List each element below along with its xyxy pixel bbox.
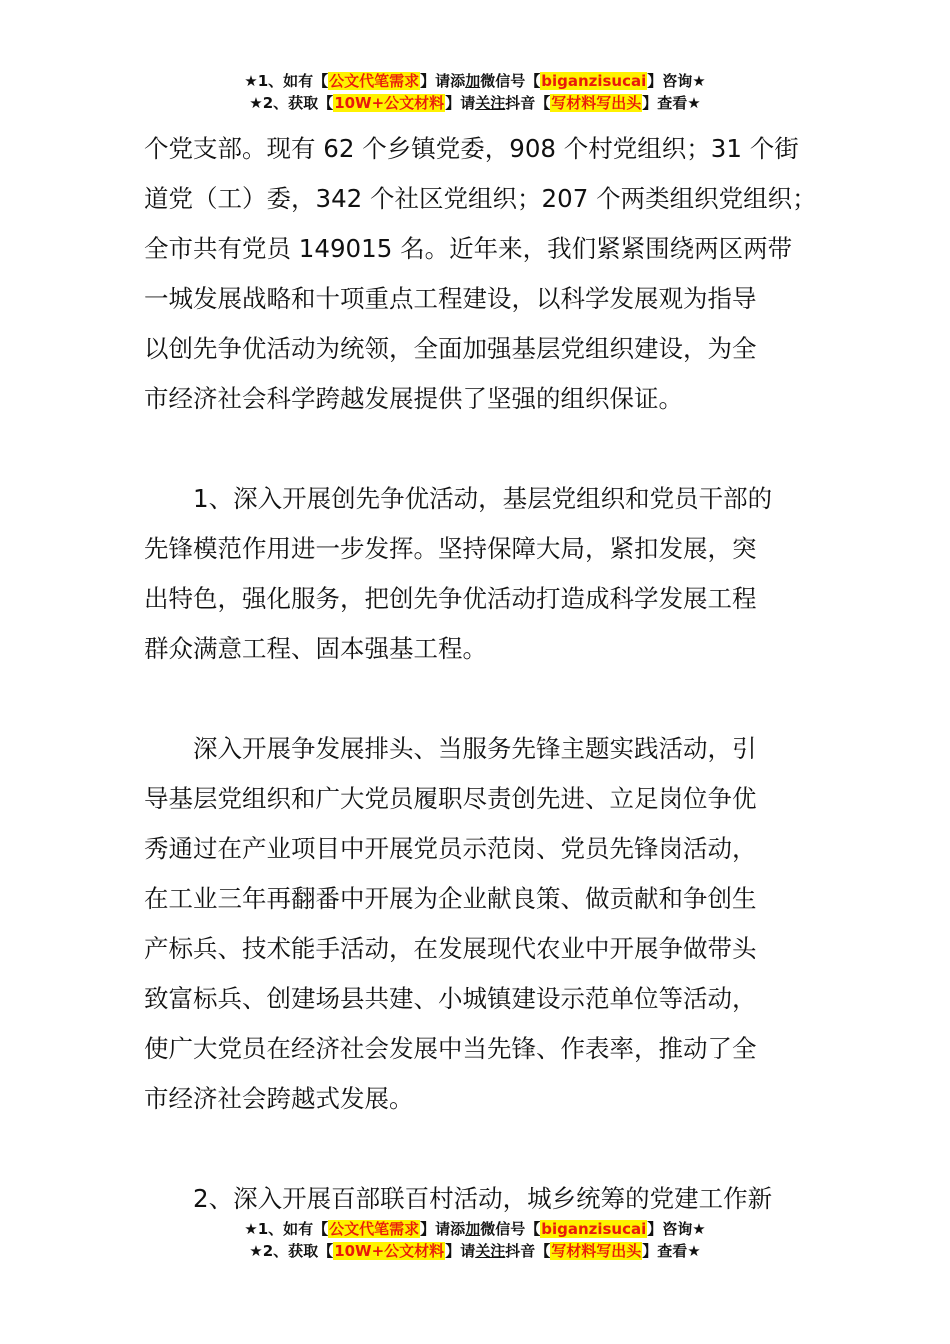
paragraph-3 (144, 724, 824, 1124)
paragraph-1 (144, 124, 824, 424)
text-line: 以创先争优活动为统领，全面加强基层党组织建设，为全 (144, 334, 757, 363)
banner-highlight-wechat-id: biganzisucai (541, 1220, 647, 1238)
text-line: 市经济社会科学跨越发展提供了坚强的组织保证。 (144, 384, 683, 413)
footer-banner-line-2 (0, 1240, 950, 1262)
banner-text: ★1、如有【 (244, 1220, 329, 1238)
text-line: 道党（工）委，342 个社区党组织；207 个两类组织党组织； (144, 184, 817, 213)
text-line: 深入开展争发展排头、当服务先锋主题实践活动，引 (193, 734, 757, 763)
banner-text: 】查看★ (642, 94, 701, 112)
text-line: 使广大党员在经济社会发展中当先锋、作表率，推动了全 (144, 1034, 757, 1063)
banner-underlined-text: 关注 (475, 1242, 506, 1260)
banner-text: 】请 (445, 1242, 476, 1260)
paragraph-spacer (144, 674, 824, 724)
banner-text: 抖音【 (505, 94, 551, 112)
document-body (144, 124, 824, 1224)
banner-text: ★2、获取【 (249, 1242, 334, 1260)
banner-text: ★2、获取【 (249, 94, 334, 112)
paragraph-4 (144, 1174, 824, 1224)
banner-text: 】请添 (420, 1220, 466, 1238)
banner-highlight-douyin-account: 写材料写出头 (551, 1242, 642, 1260)
header-banner-line-2 (0, 92, 950, 114)
paragraph-spacer (144, 424, 824, 474)
banner-text: 】咨询★ (647, 72, 706, 90)
text-line: 先锋模范作用进一步发挥。坚持保障大局，紧扣发展，突 (144, 534, 757, 563)
banner-highlight: 10W+公文材料 (334, 1242, 445, 1260)
text-line: 全市共有党员 149015 名。近年来，我们紧紧围绕两区两带 (144, 234, 793, 263)
text-line: 产标兵、技术能手活动，在发展现代农业中开展争做带头 (144, 934, 757, 963)
banner-text: 】请添 (420, 72, 466, 90)
banner-text: 抖音【 (505, 1242, 551, 1260)
text-line: 导基层党组织和广大党员履职尽责创先进、立足岗位争优 (144, 784, 757, 813)
banner-highlight: 10W+公文材料 (334, 94, 445, 112)
text-line: 群众满意工程、固本强基工程。 (144, 634, 487, 663)
banner-text: 】查看★ (642, 1242, 701, 1260)
text-line: 市经济社会跨越式发展。 (144, 1084, 414, 1113)
banner-text: ★1、如有【 (244, 72, 329, 90)
banner-underlined-text: 关注 (475, 94, 506, 112)
text-line: 致富标兵、创建场县共建、小城镇建设示范单位等活动， (144, 984, 757, 1013)
text-line: 一城发展战略和十项重点工程建设，以科学发展观为指导 (144, 284, 757, 313)
banner-text: 】咨询★ (647, 1220, 706, 1238)
banner-highlight-douyin-account: 写材料写出头 (551, 94, 642, 112)
text-line: 1、深入开展创先争优活动，基层党组织和党员干部的 (193, 484, 773, 513)
header-banner (0, 70, 950, 114)
banner-text: 微信号【 (480, 1220, 541, 1238)
text-line: 个党支部。现有 62 个乡镇党委，908 个村党组织；31 个街 (144, 134, 799, 163)
banner-text: 】请 (445, 94, 476, 112)
text-line: 在工业三年再翻番中开展为企业献良策、做贡献和争创生 (144, 884, 757, 913)
banner-highlight: 公文代笔需求 (329, 72, 420, 90)
banner-text: 微信号【 (480, 72, 541, 90)
footer-banner (0, 1218, 950, 1262)
text-line: 出特色，强化服务，把创先争优活动打造成科学发展工程 (144, 584, 757, 613)
banner-underlined-text: 加 (465, 72, 481, 90)
paragraph-2 (144, 474, 824, 674)
banner-underlined-text: 加 (465, 1220, 481, 1238)
header-banner-line-1 (0, 70, 950, 92)
footer-banner-line-1 (0, 1218, 950, 1240)
text-line: 2、深入开展百部联百村活动，城乡统筹的党建工作新 (193, 1184, 773, 1213)
banner-highlight-wechat-id: biganzisucai (541, 72, 647, 90)
banner-highlight: 公文代笔需求 (329, 1220, 420, 1238)
paragraph-spacer (144, 1124, 824, 1174)
text-line: 秀通过在产业项目中开展党员示范岗、党员先锋岗活动， (144, 834, 757, 863)
